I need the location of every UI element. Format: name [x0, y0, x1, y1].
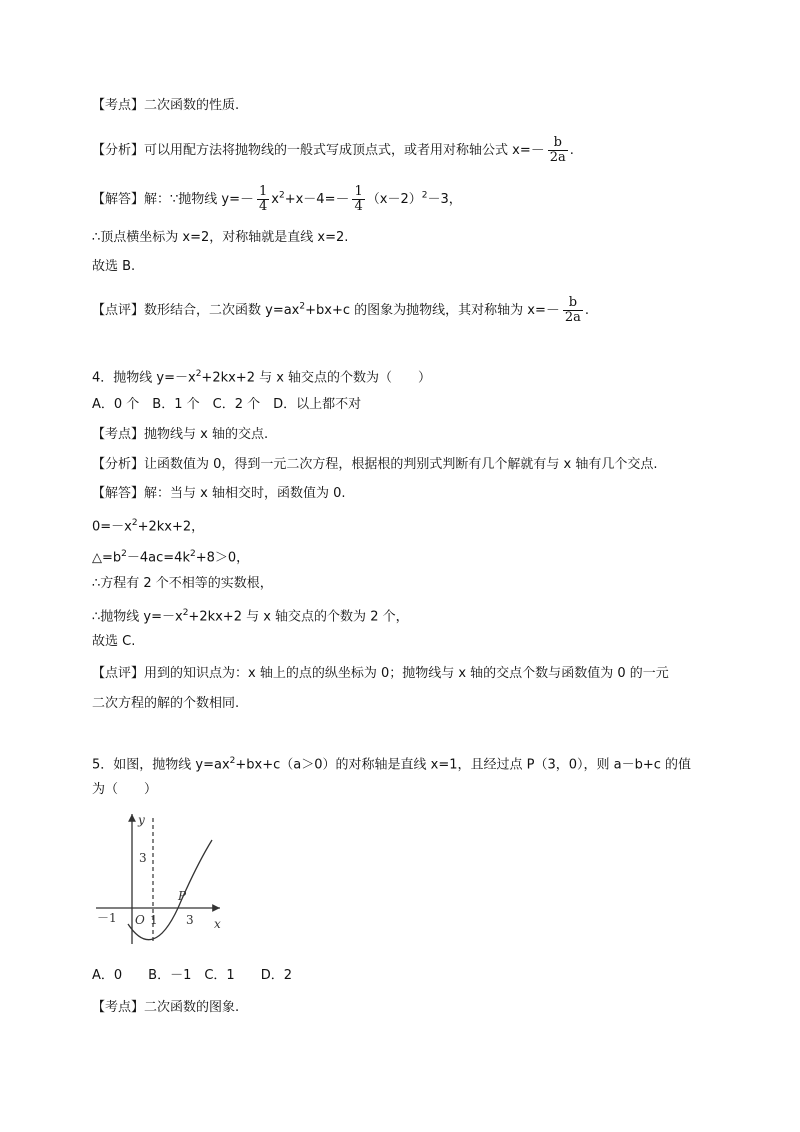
denominator: 4	[259, 199, 268, 214]
q3-jieda	[92, 185, 462, 214]
expr: +2kx+2 与 x 轴交点的个数为 2 个，	[188, 609, 409, 625]
expr: （x－2）	[366, 192, 422, 207]
denominator: 4	[354, 199, 363, 214]
q5-stem-2: 为（ ）	[92, 782, 158, 797]
q3-answer: 故选 B.	[92, 259, 136, 274]
y-axis-label: y	[138, 813, 145, 827]
period: .	[584, 303, 590, 318]
q3-jieda-text: 【解答】解：∵抛物线 y=	[92, 192, 240, 207]
q4-fenxi: 【分析】让函数值为 0，得到一元二次方程，根据根的判别式判断有几个解就有与 x 轴有几个交点.	[92, 457, 658, 472]
x-tick-1: 1	[150, 913, 158, 927]
numerator: b	[553, 135, 562, 150]
q4-jieda: 【解答】解：当与 x 轴相交时，函数值为 0.	[92, 486, 346, 501]
q3-fenxi-text: 【分析】可以用配方法将抛物线的一般式写成顶点式，或者用对称轴公式 x=	[92, 143, 531, 158]
fraction	[352, 185, 364, 214]
exponent: 2	[131, 518, 138, 528]
x-tick-3: 3	[186, 913, 194, 927]
exponent: 2	[278, 190, 285, 201]
parabola-graph	[92, 808, 232, 948]
q4-dianping-2: 二次方程的解的个数相同.	[92, 696, 240, 711]
expr: +bx+c 的图象为抛物线，其对称轴为 x=	[305, 303, 546, 318]
expr: +2kx+2，	[137, 519, 205, 535]
q4-dianping-1: 【点评】用到的知识点为：x 轴上的点的纵坐标为 0；抛物线与 x 轴的交点个数与函数值为 0 的一元	[92, 666, 669, 681]
y-tick-3: 3	[139, 851, 147, 865]
numerator: b	[568, 295, 578, 310]
q4-stem-text: +2kx+2 与 x 轴交点的个数为（ ）	[201, 370, 432, 386]
expr: x	[271, 192, 279, 207]
q5-options: A．0 B．－1 C．1 D．2	[92, 968, 292, 983]
minus-sign: －	[335, 191, 350, 208]
fraction	[548, 136, 568, 165]
minus-sign: －	[240, 191, 254, 208]
exponent: 2	[195, 369, 202, 379]
point-p-label: P	[178, 889, 187, 903]
q4-kaodian: 【考点】抛物线与 x 轴的交点.	[92, 427, 269, 442]
numerator: 1	[354, 184, 363, 199]
expr: 0=－x	[92, 519, 132, 535]
q4-options: A．0 个 B．1 个 C．2 个 D．以上都不对	[92, 397, 362, 412]
expr: －4ac=4k	[126, 550, 190, 566]
expr: －3，	[427, 192, 462, 207]
q3-fenxi	[92, 136, 574, 165]
numerator: 1	[259, 184, 268, 199]
exponent: 2	[182, 608, 189, 618]
origin-label: O	[135, 913, 145, 927]
expr: ∴抛物线 y=－x	[92, 609, 183, 625]
q4-answer: 故选 C.	[92, 634, 136, 649]
q3-kaodian: 【考点】二次函数的性质.	[92, 98, 240, 113]
q4-stem-text: 4．抛物线 y=－x	[92, 370, 196, 386]
exponent: 2	[421, 190, 428, 201]
q5-stem-text: 5．如图，抛物线 y=ax	[92, 757, 230, 773]
exponent: 2	[121, 549, 127, 559]
q5-stem-text: +bx+c（a＞0）的对称轴是直线 x=1，且经过点 P（3，0），则 a－b+c 的值	[235, 757, 692, 773]
exponent: 2	[229, 756, 236, 766]
expr: +8＞0，	[195, 550, 250, 566]
denominator: 2a	[549, 150, 566, 165]
x-tick-neg1: －1	[97, 911, 117, 925]
q5-kaodian: 【考点】二次函数的图象.	[92, 1000, 240, 1015]
q4-roots: ∴方程有 2 个不相等的实数根，	[92, 576, 273, 591]
exponent: 2	[189, 549, 196, 559]
expr: +x－4=	[284, 192, 336, 207]
period: .	[569, 143, 574, 158]
minus-sign: －	[530, 142, 545, 159]
fraction	[257, 185, 269, 214]
q3-vertex-line: ∴顶点横坐标为 x=2，对称轴就是直线 x=2.	[92, 230, 349, 245]
q4-conclusion	[92, 603, 409, 627]
x-axis-label: x	[214, 917, 221, 931]
q4-stem	[92, 364, 431, 388]
minus-sign: －	[545, 302, 560, 319]
q3-dianping-text: 【点评】数形结合，二次函数 y=ax	[92, 303, 300, 318]
fraction	[563, 296, 583, 325]
q5-stem	[92, 751, 691, 775]
expr: △=b	[92, 550, 122, 566]
exponent: 2	[299, 301, 306, 312]
q3-dianping	[92, 296, 589, 325]
q4-discriminant	[92, 544, 249, 568]
q4-equation	[92, 513, 204, 537]
denominator: 2a	[564, 310, 581, 325]
